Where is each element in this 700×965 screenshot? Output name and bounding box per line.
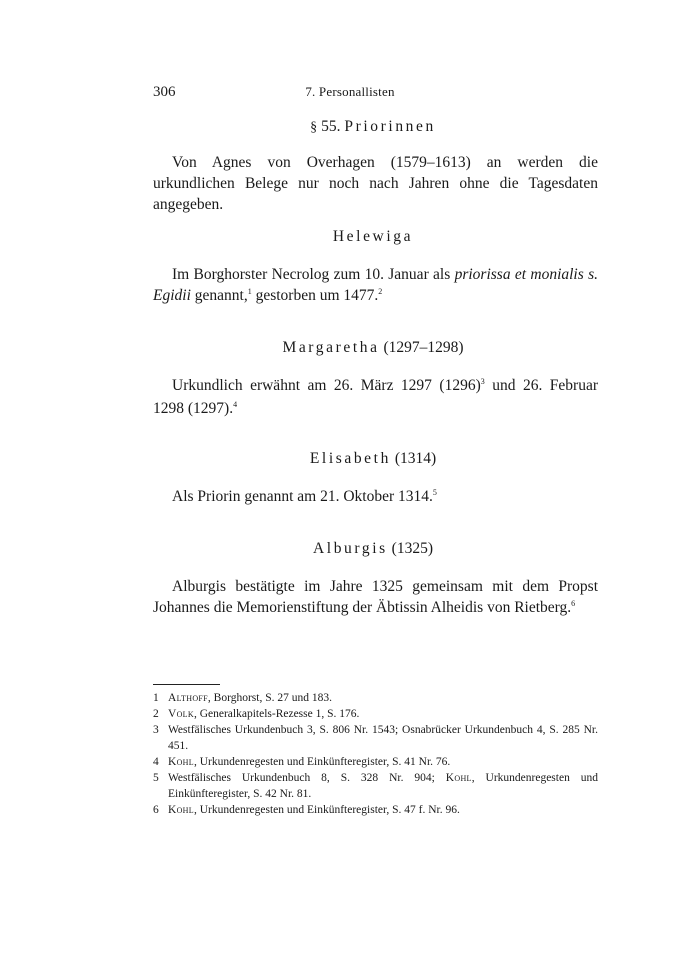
footnote-ref[interactable]: 6 bbox=[571, 599, 576, 608]
section-years: (1314) bbox=[394, 450, 437, 467]
footnote-citation: , Generalkapitels-Rezesse 1, S. 176. bbox=[193, 708, 360, 720]
footnote-5 bbox=[153, 770, 598, 802]
footnote-citation: , Urkundenregesten und Einkünfteregister, S. 41 Nr. 76. bbox=[193, 756, 451, 768]
footnote-number: 6 bbox=[153, 804, 159, 816]
footnote-author: Kohl bbox=[168, 804, 194, 816]
footnote-ref[interactable]: 4 bbox=[233, 400, 238, 409]
section-years: (1325) bbox=[391, 540, 433, 557]
section-heading-margaretha bbox=[0, 339, 700, 357]
section-name: Alburgis bbox=[313, 540, 388, 557]
section-heading-elisabeth bbox=[0, 450, 700, 468]
section-paragraph-elisabeth bbox=[153, 486, 598, 509]
page-number: 306 bbox=[153, 84, 176, 100]
section-paragraph-helewiga bbox=[153, 264, 598, 308]
chapter-title-text: Priorinnen bbox=[344, 118, 436, 135]
footnote-3 bbox=[153, 722, 598, 754]
footnote-text bbox=[168, 754, 598, 770]
running-head: 7. Personallisten bbox=[305, 84, 395, 99]
footnote-number: 1 bbox=[153, 692, 159, 704]
section-heading-helewiga bbox=[0, 228, 700, 246]
footnote-text bbox=[168, 690, 598, 706]
paragraph-text: und 26. Februar 1298 (1297). bbox=[153, 377, 598, 417]
section-paragraph-alburgis bbox=[153, 576, 598, 620]
footnote-text bbox=[168, 770, 598, 802]
section-name: Helewiga bbox=[332, 228, 414, 245]
paragraph-text: Urkundlich erwähnt am 26. März 1297 (1296) bbox=[172, 377, 481, 394]
footnote-ref[interactable]: 1 bbox=[247, 287, 252, 296]
footnotes bbox=[153, 690, 598, 818]
section-sign: § bbox=[310, 120, 318, 135]
footnote-1 bbox=[153, 690, 598, 706]
footnote-ref[interactable]: 5 bbox=[432, 488, 437, 497]
footnote-number: 5 bbox=[153, 772, 159, 784]
footnote-text bbox=[168, 722, 598, 754]
footnote-citation: , Urkundenregesten und Einkünfteregister, S. 42 Nr. 81. bbox=[168, 772, 599, 800]
chapter-number: 55. bbox=[321, 118, 341, 135]
footnote-author: Kohl bbox=[168, 756, 194, 768]
footnote-text bbox=[168, 802, 598, 818]
footnote-author: Volk bbox=[168, 708, 194, 720]
footnote-citation: , Borghorst, S. 27 und 183. bbox=[207, 692, 332, 704]
footnote-text bbox=[168, 706, 598, 722]
section-years: (1297–1298) bbox=[383, 339, 464, 356]
section-heading-alburgis bbox=[0, 540, 700, 558]
paragraph-text: Alburgis bestätigte im Jahre 1325 gemeinsam mit dem Propst Johannes die Memorienstiftung der Äbtissin Alheidis von Rietberg. bbox=[153, 578, 598, 616]
section-paragraph-margaretha bbox=[153, 375, 598, 421]
footnote-number: 2 bbox=[153, 708, 159, 720]
footnote-ref[interactable]: 3 bbox=[480, 377, 485, 386]
footnote-2 bbox=[153, 706, 598, 722]
footnote-6 bbox=[153, 802, 598, 818]
footnote-number: 4 bbox=[153, 756, 159, 768]
paragraph-text: Als Priorin genannt am 21. Oktober 1314. bbox=[172, 488, 433, 505]
paragraph-text: gestorben um 1477. bbox=[251, 287, 379, 304]
footnote-number: 3 bbox=[153, 724, 159, 736]
footnote-separator bbox=[153, 684, 220, 685]
latin-phrase: priorissa et monialis s. Egidii bbox=[153, 266, 598, 304]
paragraph-text: Im Borghorster Necrolog zum 10. Januar als bbox=[172, 266, 455, 283]
paragraph-text: genannt, bbox=[190, 287, 248, 304]
footnote-ref[interactable]: 2 bbox=[378, 287, 383, 296]
footnote-citation: Westfälisches Urkundenbuch 3, S. 806 Nr. 1543; Osnabrücker Urkundenbuch 4, S. 285 Nr. 451. bbox=[168, 724, 598, 752]
footnote-citation: , Urkundenregesten und Einkünfteregister, S. 47 f. Nr. 96. bbox=[193, 804, 460, 816]
chapter-title bbox=[0, 118, 700, 136]
footnote-author: Althoff bbox=[168, 692, 208, 704]
intro-paragraph: Von Agnes von Overhagen (1579–1613) an werden die urkundlichen Belege nur noch nach Jahren ohne die Tagesdaten angegeben. bbox=[153, 154, 598, 213]
footnote-4 bbox=[153, 754, 598, 770]
footnote-citation: Westfälisches Urkundenbuch 8, S. 328 Nr. 904; bbox=[168, 772, 446, 784]
section-name: Elisabeth bbox=[309, 450, 391, 467]
section-name: Margaretha bbox=[282, 339, 380, 356]
footnote-author: Kohl bbox=[445, 772, 472, 784]
